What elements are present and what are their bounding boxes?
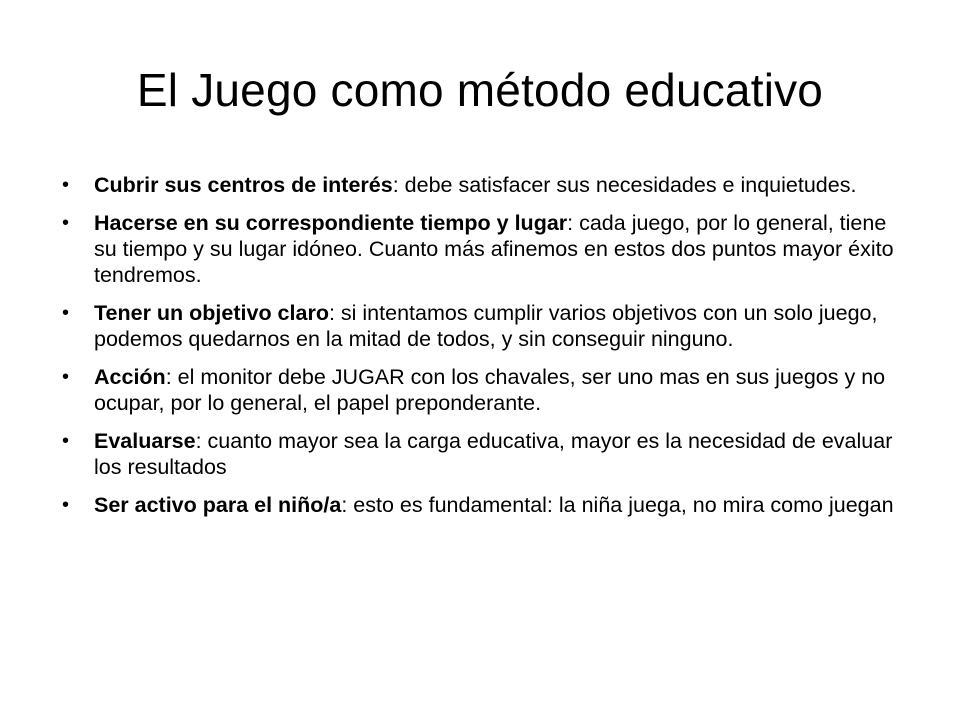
bullet-icon: • [62, 366, 70, 388]
bullet-text: : si intentamos cumplir varios objetivos con un solo juego, podemos quedarnos en la mitad de todos, y sin conseguir ninguno. [94, 301, 878, 351]
bullet-item [60, 172, 900, 198]
bullet-item [60, 428, 900, 480]
bullet-icon: • [62, 302, 70, 324]
bullet-text: : debe satisfacer sus necesidades e inquietudes. [392, 173, 857, 197]
bullet-term: Acción [94, 365, 166, 389]
bullet-icon: • [62, 430, 70, 452]
bullet-text: : esto es fundamental: la niña juega, no mira como juegan [341, 493, 894, 517]
bullet-icon: • [62, 212, 70, 234]
bullet-item [60, 492, 900, 518]
bullet-item [60, 210, 900, 288]
bullet-term: Tener un objetivo claro [94, 301, 329, 325]
bullet-term: Ser activo para el niño/a [94, 493, 342, 517]
bullet-text: : cuanto mayor sea la carga educativa, mayor es la necesidad de evaluar los resultados [94, 429, 893, 479]
bullet-term: Evaluarse [94, 429, 196, 453]
bullet-icon: • [62, 174, 70, 196]
bullet-term: Hacerse en su correspondiente tiempo y lugar [94, 211, 568, 235]
slide-title: El Juego como método educativo [136, 64, 824, 116]
bullet-term: Cubrir sus centros de interés [94, 173, 393, 197]
bullet-item [60, 300, 900, 352]
bullet-text: : el monitor debe JUGAR con los chavales, ser uno mas en sus juegos y no ocupar, por lo general, el papel preponderante. [94, 365, 886, 415]
bullet-icon: • [62, 494, 70, 516]
bullet-list [60, 172, 900, 530]
bullet-item [60, 364, 900, 416]
bullet-text: : cada juego, por lo general, tiene su tiempo y su lugar idóneo. Cuanto más afinemos en estos dos puntos mayor éxito tendremos. [94, 211, 894, 287]
